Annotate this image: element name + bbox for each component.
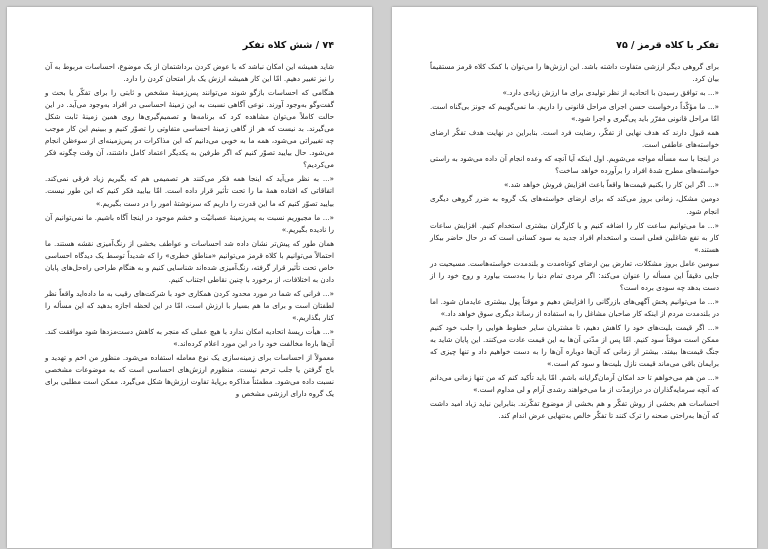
paragraph: هنگامی که احساسات بازگو شوند می‌توانند پس‌زمینهٔ مشخص و ثابتی را برای تفکّر یا بحث و گفت‌وگو به‌وجود آورند. نوعی آگاهی نسبت به این زمینهٔ احساسی در افراد به‌وجود می‌آید. در این حالت کاملاً می‌توان مشاهده کرد که برنامه‌ها و تصمیم‌گیری‌ها روی همین زمینهٔ ثابت شکل می‌گیرند. بد نیست که هر از گاهی زمینهٔ احساسی متفاوتی را تصوّر کنیم و ببینیم این کار موجب چه تغییراتی می‌شود، همه ما به خوبی می‌دانیم که این مذاکرات در پس‌زمینه‌ای از سوءظن انجام می‌شود. حال بیایید تصوّر کنیم که اگر طرفین به یکدیگر اعتماد کامل داشتند، آن وقت چگونه فکر می‌کردیم؟ [45, 88, 334, 170]
paragraph: «... ما مؤکّداً درخواست حسن اجرای مراحل قانونی را داریم. ما نمی‌گوییم که جونز بی‌گناه است. امّا مراحل قانونی مقرّر باید پی‌گیری و اجرا شود.» [430, 102, 719, 124]
left-page [7, 7, 372, 548]
paragraph: «... ما می‌توانیم پخش آگهی‌های بازرگانی را افزایش دهیم و موقتاً پول بیشتری عایدمان شود. اما در بلندمدت مردم از اینکه کار صاحبان مشاغل را به استفاده از رسانهٔ دیگری سوق خواهد داد.» [430, 296, 719, 318]
paragraph: شاید همیشه این امکان نباشد که با عوض کردن برداشتمان از یک موضوع، احساسات مربوط به آن را نیز تغییر دهیم. امّا این کار همیشه ارزش یک بار امتحان کردن را دارد. [45, 62, 334, 84]
paragraph: دومین مشکل، زمانی بروز می‌کند که برای ارضای خواسته‌های یک گروه به ضرر گروهی دیگری انجام شود. [430, 194, 719, 216]
paragraph: احساسات هم بخشی از روش تفکّر و هم بخشی از موضوع تفکّرند. بنابراین نباید زیاد امید داشت که آن‌ها به‌راحتی صحنه را ترک کنند تا تفکّر خالص به‌تنهایی عرض اندام کند. [430, 399, 719, 421]
paragraph: در اینجا با سه مسأله مواجه می‌شویم. اول اینکه آیا آنچه که وعده انجام آن داده می‌شود به راستی خواسته‌های مطرح شدهٔ افراد را برآورده خواهد ساخت؟ [430, 154, 719, 176]
paragraph: «... اگر قیمت بلیت‌های خود را کاهش دهیم، تا مشتریان سایر خطوط هوایی را جلب خود کنیم ممکن است موقتاً سود کنیم. امّا پس از مدّتی آن‌ها به این قیمت عادت می‌کنند. این پایان شاید به جنگ قیمت‌ها بیفتد. بیشتر از زمانی که آن‌ها دوباره آن‌ها را به دست خواهیم داد و تنها چیزی که برایمان باقی می‌ماند قیمت نازل بلیت‌ها و سود کم است.» [430, 322, 719, 369]
paragraph: همه قبول دارند که هدف نهایی از تفکّر، رضایت فرد است. بنابراین در نهایت هدف تفکّر ارضای خواسته‌های عاطفی است. [430, 128, 719, 150]
paragraph: «... هیأت ریسهٔ اتحادیه امکان ندارد با هیچ عملی که منجر به کاهش دست‌مزدها شود موافقت کند. آن‌ها باره‌ا مخالفت خود را در این مورد اعلام کرده‌اند.» [45, 326, 334, 349]
paragraph: همان طور که پیش‌تر نشان داده شد احساسات و عواطف بخشی از رنگ‌آمیزی نقشه هستند. ما احتمالاً می‌توانیم با کلاه قرمز می‌توانیم «مناطق خطری» را که شدیداً توسط یک دیدگاه احساسی خاص تحت تأثیر قرار گرفته، رنگ‌آمیزی شده‌اند شناسایی کنیم و به هنگام طراحی راه‌حل‌های پایان دادن به اختلافات، از برخورد با چنین نقاطی اجتناب کنیم. [45, 238, 334, 284]
paragraph: «... به نظر می‌آید که اینجا همه فکر می‌کنند هر تصمیمی هم که بگیریم زیاد فرقی نمی‌کند. اتفاقاتی که افتاده همهٔ ما را تحت تأثیر قرار داده است. امّا بیایید فکر کنیم که این طور نیست. بیایید تصوّر کنیم که ما این قدرت را داریم که سرنوشتهٔ امور را در دست بگیریم.» [45, 174, 334, 208]
paragraph: معمولاً از احساسات برای زمینه‌سازی یک نوع معامله استفاده می‌شود. منظور من اخم و تهدید و باج گرفتن یا جلب ترحم نیست. منظورم ارزش‌های احساسی است که به موضوعات مشخصی نسبت داده می‌شود. مطمئناً مذاکره برپایهٔ تفاوت ارزش‌ها شکل می‌گیرد. ممکن است مطلبی برای یک گروه دارای ارزشی مشخص و [45, 353, 334, 399]
left-page-header: ۷۴ / شش کلاه تفکر [242, 40, 334, 51]
paragraph: سومین عامل بروز مشکلات، تعارض بین ارضای کوتاه‌مدت و بلندمدت خواسته‌هاست. مسیحیت در جایی دقیقاً این مسأله را عنوان می‌کند: اگر مردی تمام دنیا را به‌دست بیاورد و روح خود را از دست بدهد چه سودی برده است؟ [430, 258, 719, 292]
paragraph: «... ما مجبوریم نسبت به پس‌زمینهٔ عصبانیّت و خشم موجود در اینجا آگاه باشیم. ما نمی‌توانیم آن را نادیده بگیریم.» [45, 212, 334, 234]
paragraph: برای گروهی دیگر ارزشی متفاوت داشته باشد. این ارزش‌ها را می‌توان با کمک کلاه قرمز مستقیماً بیان کرد. [430, 62, 719, 84]
right-page-body [430, 61, 719, 526]
left-page-body [45, 61, 334, 526]
paragraph: «... به توافق رسیدن با اتحادیه از نظر تولیدی برای ما ارزش زیادی دارد.» [502, 88, 719, 98]
paragraph: «... من هم می‌خواهم تا حد امکان آرمان‌گرایانه باشم. امّا باید تأکید کنم که من تنها زمانی می‌دانم که آنچه سرمایه‌گذاران در درازمدّت از ما می‌خواهند رشدی آرام و لی مداوم است.» [430, 373, 719, 395]
paragraph: «... ما می‌توانیم ساعت کار را اضافه کنیم و یا کارگران بیشتری استخدام کنیم. افزایش ساعات کار به نفع شاغلین فعلی است و استخدام افراد جدید به سود کسانی است که در حال حاضر بیکار هستند.» [430, 220, 719, 254]
paragraph: «... فرانی که شما در مورد محدود کردن همکاری خود با شرکت‌های رقیب به ما داده‌اید واقعاً نظر لطفتان است و برای ما هم بسیار با ارزش است، امّا در این لحظه اجازه بدهید که این مسأله را کنار بگذاریم.» [45, 288, 334, 322]
paragraph: «... اگر این کار را بکنیم قیمت‌ها واقعاً باعث افزایش فروش خواهد شد.» [503, 180, 719, 190]
right-page [392, 7, 757, 548]
right-page-header: تفکر با کلاه قرمز / ۷۵ [616, 40, 719, 51]
